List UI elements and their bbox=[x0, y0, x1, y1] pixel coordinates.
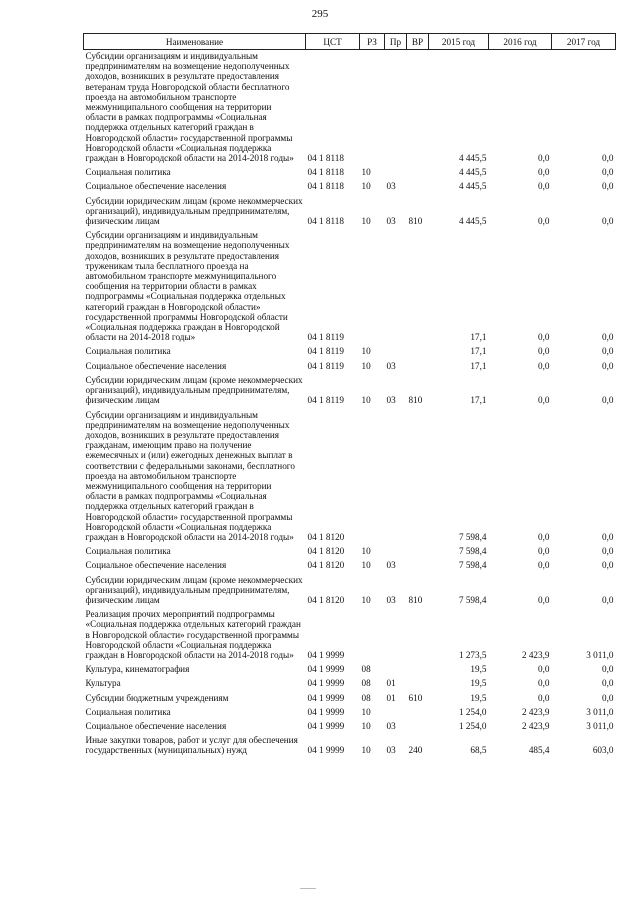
cell-vr bbox=[407, 345, 429, 359]
header-2017: 2017 год bbox=[552, 34, 616, 50]
cell-cst: 04 1 8120 bbox=[307, 594, 345, 605]
cell-2015: 17,1 bbox=[470, 395, 487, 406]
cell-rz bbox=[360, 229, 385, 345]
cell-2017: 0,0 bbox=[602, 395, 614, 406]
cell-vr bbox=[407, 706, 429, 720]
cell-2017: 0,0 bbox=[602, 181, 614, 192]
cell-2015: 7 598,4 bbox=[458, 531, 487, 542]
page-bottom-mark bbox=[300, 888, 316, 889]
cell-2017: 0,0 bbox=[602, 692, 614, 703]
cell-vr: 810 bbox=[408, 216, 423, 227]
cell-name: Социальная политика bbox=[85, 346, 171, 357]
cell-rz: 10 bbox=[361, 395, 371, 406]
cell-rz: 10 bbox=[361, 167, 371, 178]
cell-2015: 1 254,0 bbox=[458, 720, 487, 731]
cell-2017: 0,0 bbox=[602, 531, 614, 542]
cell-cst: 04 1 8118 bbox=[307, 167, 344, 178]
cell-vr bbox=[407, 677, 429, 691]
cell-2015: 4 445,5 bbox=[458, 181, 487, 192]
cell-2015: 17,1 bbox=[470, 332, 487, 343]
cell-2017: 0,0 bbox=[602, 216, 614, 227]
cell-rz: 08 bbox=[361, 692, 371, 703]
cell-name: Культура, кинематография bbox=[85, 664, 190, 675]
cell-rz: 10 bbox=[361, 594, 371, 605]
table-row bbox=[84, 559, 616, 573]
cell-2017: 0,0 bbox=[602, 167, 614, 178]
cell-name: Социальное обеспечение населения bbox=[85, 560, 227, 571]
cell-2016: 0,0 bbox=[538, 692, 550, 703]
cell-vr bbox=[407, 229, 429, 345]
cell-rz: 10 bbox=[361, 181, 371, 192]
cell-2017: 0,0 bbox=[602, 346, 614, 357]
cell-name: Субсидии юридическим лицам (кроме некоммерческих организаций), индивидуальным предпринимателям, физическим лицам bbox=[85, 195, 303, 227]
cell-pr: 03 bbox=[386, 395, 396, 406]
cell-2015: 17,1 bbox=[470, 346, 487, 357]
table-row bbox=[84, 166, 616, 180]
cell-name: Социальное обеспечение населения bbox=[85, 720, 227, 731]
cell-vr bbox=[407, 166, 429, 180]
cell-2016: 0,0 bbox=[538, 664, 550, 675]
cell-2016: 0,0 bbox=[538, 560, 550, 571]
cell-name: Субсидии организациям и индивидуальным предпринимателям на возмещение недополученных доходов, возникших в результате предоставления ветеранам труда Новгородской области бесплатного проезда на автомобильном транспорте межмуниципального сообщения на территории области в рамках подпрограммы «Социальная поддержка отдельных категорий граждан в Новгородской области» государственной программы Новгородской области «Социальная поддержка граждан в Новгородской области на 2014-2018 годы» bbox=[85, 51, 294, 164]
cell-name: Социальное обеспечение населения bbox=[85, 181, 227, 192]
cell-vr bbox=[407, 663, 429, 677]
cell-rz: 08 bbox=[361, 664, 371, 675]
cell-2016: 0,0 bbox=[538, 153, 550, 164]
cell-cst: 04 1 9999 bbox=[307, 664, 345, 675]
cell-2017: 3 011,0 bbox=[586, 720, 614, 731]
cell-vr: 610 bbox=[408, 692, 423, 703]
table-row bbox=[84, 692, 616, 706]
cell-name: Субсидии юридическим лицам (кроме некоммерческих организаций), индивидуальным предпринимателям, физическим лицам bbox=[85, 374, 303, 406]
cell-name: Иные закупки товаров, работ и услуг для обеспечения государственных (муниципальных) нужд bbox=[85, 735, 298, 756]
cell-2015: 19,5 bbox=[470, 692, 487, 703]
cell-pr bbox=[385, 706, 407, 720]
cell-cst: 04 1 8120 bbox=[307, 531, 345, 542]
cell-2017: 0,0 bbox=[602, 332, 614, 343]
cell-2017: 603,0 bbox=[592, 745, 614, 756]
cell-vr bbox=[407, 360, 429, 374]
cell-rz: 10 bbox=[361, 546, 371, 557]
cell-pr bbox=[385, 409, 407, 546]
cell-rz: 08 bbox=[361, 678, 371, 689]
cell-rz: 10 bbox=[361, 706, 371, 717]
cell-pr bbox=[385, 345, 407, 359]
cell-2016: 0,0 bbox=[538, 167, 550, 178]
cell-cst: 04 1 9999 bbox=[307, 692, 345, 703]
cell-pr: 03 bbox=[386, 594, 396, 605]
header-name: Наименование bbox=[84, 34, 306, 50]
cell-vr bbox=[407, 720, 429, 734]
cell-name: Культура bbox=[85, 678, 121, 689]
cell-2015: 4 445,5 bbox=[458, 153, 487, 164]
cell-cst: 04 1 9999 bbox=[307, 649, 345, 660]
cell-vr: 810 bbox=[408, 594, 423, 605]
cell-pr bbox=[385, 545, 407, 559]
table-row bbox=[84, 720, 616, 734]
cell-pr: 03 bbox=[386, 745, 396, 756]
cell-name: Социальная политика bbox=[85, 706, 171, 717]
cell-pr: 03 bbox=[386, 216, 396, 227]
table-header-row bbox=[84, 34, 616, 50]
cell-pr: 01 bbox=[386, 692, 396, 703]
cell-vr bbox=[407, 608, 429, 663]
cell-2016: 0,0 bbox=[538, 395, 550, 406]
cell-2016: 0,0 bbox=[538, 546, 550, 557]
cell-2015: 7 598,4 bbox=[458, 594, 487, 605]
cell-cst: 04 1 9999 bbox=[307, 720, 345, 731]
cell-rz bbox=[360, 409, 385, 546]
cell-2015: 1 254,0 bbox=[458, 706, 487, 717]
header-cst: ЦСТ bbox=[306, 34, 360, 50]
cell-cst: 04 1 8118 bbox=[307, 181, 344, 192]
cell-2015: 4 445,5 bbox=[458, 216, 487, 227]
cell-rz: 10 bbox=[361, 216, 371, 227]
cell-pr bbox=[385, 608, 407, 663]
cell-2017: 0,0 bbox=[602, 360, 614, 371]
cell-rz: 10 bbox=[361, 560, 371, 571]
cell-pr: 03 bbox=[386, 181, 396, 192]
cell-name: Реализация прочих мероприятий подпрограммы «Социальная поддержка отдельных категорий граждан в Новгородской области» государственной программы Новгородской области «Социальная поддержка граждан в Новгородской области на 2014-2018 годы» bbox=[85, 609, 301, 660]
cell-2017: 0,0 bbox=[602, 153, 614, 164]
cell-2016: 0,0 bbox=[538, 216, 550, 227]
cell-pr bbox=[385, 229, 407, 345]
cell-rz bbox=[360, 50, 385, 167]
table-row bbox=[84, 50, 616, 167]
cell-2016: 2 423,9 bbox=[521, 706, 550, 717]
cell-2015: 68,5 bbox=[470, 745, 487, 756]
cell-cst: 04 1 8120 bbox=[307, 560, 345, 571]
cell-name: Социальное обеспечение населения bbox=[85, 360, 227, 371]
cell-2017: 0,0 bbox=[602, 664, 614, 675]
cell-pr: 03 bbox=[386, 360, 396, 371]
cell-2017: 3 011,0 bbox=[586, 706, 614, 717]
cell-pr: 01 bbox=[386, 678, 396, 689]
table-row bbox=[84, 663, 616, 677]
cell-2017: 0,0 bbox=[602, 560, 614, 571]
cell-name: Субсидии организациям и индивидуальным предпринимателям на возмещение недополученных доходов, возникших в результате предоставления гражданам, имеющим право на получение ежемесячных и (или) ежегодных денежных выплат в соответствии с федеральными законами, бесплатного проезда на автомобильном транспорте межмуниципального сообщения на территории области в рамках подпрограммы «Социальная поддержка отдельных категорий граждан в Новгородской области» государственной программы Новгородской области «Социальная поддержка граждан в Новгородской области на 2014-2018 годы» bbox=[85, 409, 295, 542]
cell-pr bbox=[385, 50, 407, 167]
cell-vr bbox=[407, 180, 429, 194]
table-row bbox=[84, 706, 616, 720]
table-row bbox=[84, 180, 616, 194]
cell-rz: 10 bbox=[361, 720, 371, 731]
cell-2015: 19,5 bbox=[470, 664, 487, 675]
cell-cst: 04 1 8118 bbox=[307, 153, 344, 164]
table-row bbox=[84, 574, 616, 609]
table-row bbox=[84, 345, 616, 359]
budget-table bbox=[83, 33, 616, 759]
cell-cst: 04 1 8118 bbox=[307, 216, 344, 227]
cell-2016: 0,0 bbox=[538, 360, 550, 371]
cell-2016: 0,0 bbox=[538, 531, 550, 542]
header-vr: ВР bbox=[407, 34, 429, 50]
cell-name: Социальная политика bbox=[85, 546, 171, 557]
cell-2016: 0,0 bbox=[538, 346, 550, 357]
cell-vr bbox=[407, 409, 429, 546]
table-row bbox=[84, 545, 616, 559]
cell-rz: 10 bbox=[361, 346, 371, 357]
cell-cst: 04 1 8119 bbox=[307, 360, 344, 371]
cell-2016: 2 423,9 bbox=[521, 649, 550, 660]
cell-2016: 0,0 bbox=[538, 594, 550, 605]
cell-name: Субсидии юридическим лицам (кроме некоммерческих организаций), индивидуальным предпринимателям, физическим лицам bbox=[85, 574, 303, 605]
cell-pr: 03 bbox=[386, 720, 396, 731]
cell-cst: 04 1 8119 bbox=[307, 332, 344, 343]
cell-vr bbox=[407, 50, 429, 167]
table-body bbox=[84, 50, 616, 759]
header-rz: РЗ bbox=[360, 34, 385, 50]
cell-2015: 4 445,5 bbox=[458, 167, 487, 178]
cell-rz: 10 bbox=[361, 360, 371, 371]
page-number: 295 bbox=[311, 8, 329, 20]
table-row bbox=[84, 195, 616, 230]
table-row bbox=[84, 734, 616, 758]
cell-2016: 2 423,9 bbox=[521, 720, 550, 731]
table-row bbox=[84, 409, 616, 546]
header-2016: 2016 год bbox=[489, 34, 552, 50]
cell-name: Субсидии бюджетным учреждениям bbox=[85, 692, 229, 703]
cell-2017: 0,0 bbox=[602, 594, 614, 605]
cell-vr bbox=[407, 559, 429, 573]
table-row bbox=[84, 677, 616, 691]
cell-rz bbox=[360, 608, 385, 663]
cell-pr: 03 bbox=[386, 560, 396, 571]
cell-name: Социальная политика bbox=[85, 167, 171, 178]
cell-2015: 17,1 bbox=[470, 360, 487, 371]
cell-2016: 0,0 bbox=[538, 332, 550, 343]
cell-2015: 19,5 bbox=[470, 678, 487, 689]
cell-2017: 0,0 bbox=[602, 678, 614, 689]
cell-2017: 0,0 bbox=[602, 546, 614, 557]
cell-cst: 04 1 8119 bbox=[307, 395, 344, 406]
table-row bbox=[84, 608, 616, 663]
cell-name: Субсидии организациям и индивидуальным предпринимателям на возмещение недополученных доходов, возникших в результате предоставления труженикам тыла бесплатного проезда на автомобильном транспорте межмуниципального сообщения на территории области в рамках подпрограммы «Социальная поддержка отдельных категорий граждан в Новгородской области» государственной программы Новгородской области «Социальная поддержка граждан в Новгородской области на 2014-2018 годы» bbox=[85, 230, 290, 343]
cell-vr bbox=[407, 545, 429, 559]
cell-2016: 0,0 bbox=[538, 678, 550, 689]
cell-cst: 04 1 9999 bbox=[307, 745, 345, 756]
cell-pr bbox=[385, 166, 407, 180]
cell-cst: 04 1 9999 bbox=[307, 706, 345, 717]
cell-cst: 04 1 9999 bbox=[307, 678, 345, 689]
table-row bbox=[84, 229, 616, 345]
cell-vr: 810 bbox=[408, 395, 423, 406]
table-row bbox=[84, 374, 616, 409]
cell-vr: 240 bbox=[408, 745, 423, 756]
cell-2016: 0,0 bbox=[538, 181, 550, 192]
cell-2015: 7 598,4 bbox=[458, 560, 487, 571]
table-row bbox=[84, 360, 616, 374]
header-pr: Пр bbox=[385, 34, 407, 50]
header-2015: 2015 год bbox=[429, 34, 489, 50]
cell-pr bbox=[385, 663, 407, 677]
cell-cst: 04 1 8119 bbox=[307, 346, 344, 357]
cell-cst: 04 1 8120 bbox=[307, 546, 345, 557]
cell-2015: 1 273,5 bbox=[458, 649, 487, 660]
cell-rz: 10 bbox=[361, 745, 371, 756]
cell-2016: 485,4 bbox=[528, 745, 550, 756]
cell-2017: 3 011,0 bbox=[586, 649, 614, 660]
cell-2015: 7 598,4 bbox=[458, 546, 487, 557]
